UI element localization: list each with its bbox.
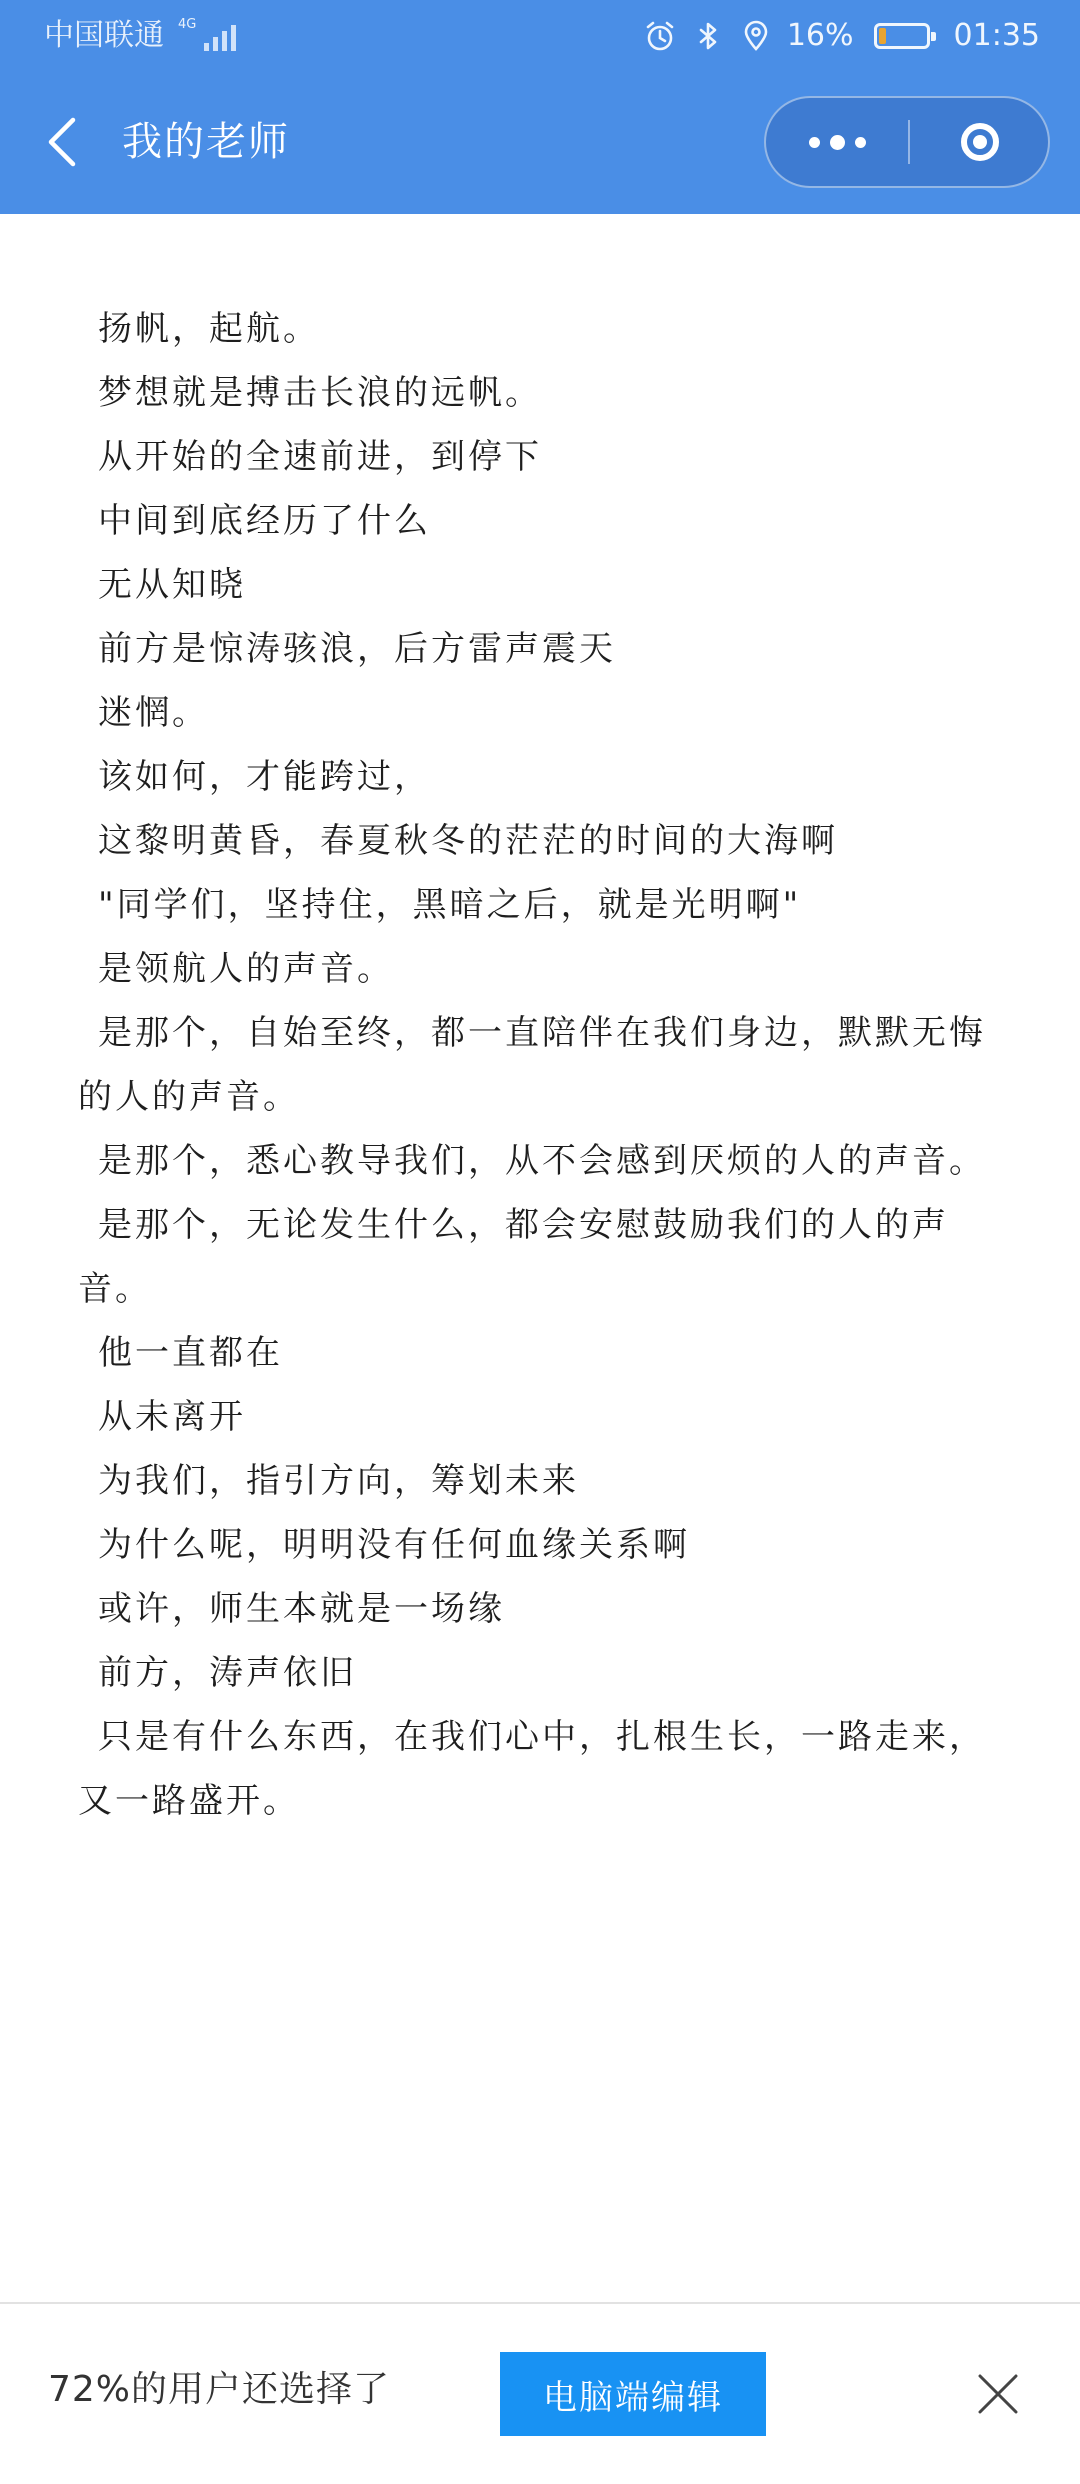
bluetooth-icon — [691, 19, 725, 53]
battery-percent: 16% — [786, 18, 854, 53]
more-dots-icon — [809, 137, 820, 148]
paragraph: 梦想就是搏击长浪的远帆。 — [98, 373, 542, 413]
paragraph: 该如何，才能跨过， — [98, 757, 431, 797]
paragraph: 是那个，悉心教导我们，从不会感到厌烦的人的声音。 — [98, 1141, 986, 1181]
network-type: 4G — [178, 16, 197, 32]
paragraph: 从未离开 — [98, 1397, 246, 1437]
alarm-icon — [643, 19, 677, 53]
app-header — [0, 0, 1080, 214]
paragraph: 无从知晓 — [98, 565, 246, 605]
paragraph: 他一直都在 — [98, 1333, 283, 1373]
more-dot-center — [830, 135, 845, 150]
status-bar — [0, 0, 1080, 72]
paragraph: 迷惘。 — [98, 693, 209, 733]
paragraph: 是那个，无论发生什么，都会安慰鼓励我们的人的声音。 — [78, 1205, 949, 1309]
close-icon — [976, 2372, 1020, 2416]
paragraph: 这黎明黄昏，春夏秋冬的茫茫的时间的大海啊 — [98, 821, 838, 861]
more-button[interactable] — [766, 98, 908, 186]
banner-close-button[interactable] — [966, 2362, 1030, 2426]
status-time: 01:35 — [953, 18, 1040, 53]
paragraph: 只是有什么东西，在我们心中，扎根生长，一路走来，又一路盛开。 — [78, 1717, 986, 1821]
carrier-name: 中国联通 — [44, 18, 164, 53]
status-right-group — [643, 16, 1040, 56]
paragraph: 前方，涛声依旧 — [98, 1653, 357, 1693]
banner-text: 72%的用户还选择了 — [48, 2369, 391, 2410]
paragraph: 是领航人的声音。 — [98, 949, 394, 989]
paragraph: 为我们，指引方向，筹划未来 — [98, 1461, 579, 1501]
signal-icon — [204, 21, 236, 51]
paragraph: 是那个，自始至终，都一直陪伴在我们身边，默默无悔的人的声音。 — [78, 1013, 986, 1117]
paragraph: 从开始的全速前进，到停下 — [98, 437, 542, 477]
paragraph: 扬帆，起航。 — [98, 309, 320, 349]
mini-program-capsule — [764, 96, 1050, 188]
location-icon — [739, 19, 773, 53]
more-dot-right — [855, 137, 866, 148]
paragraph: 前方是惊涛骇浪，后方雷声震天 — [98, 629, 616, 669]
pc-edit-button[interactable]: 电脑端编辑 — [500, 2352, 766, 2436]
battery-icon — [874, 23, 930, 49]
battery-fill — [879, 28, 886, 44]
paragraph: 为什么呢，明明没有任何血缘关系啊 — [98, 1525, 690, 1565]
back-button[interactable] — [32, 110, 92, 174]
chevron-left-icon — [45, 116, 79, 168]
paragraph: "同学们，坚持住，黑暗之后，就是光明啊" — [98, 885, 802, 925]
nav-bar — [0, 72, 1080, 214]
carrier-info — [44, 16, 236, 56]
target-circle-icon — [961, 123, 999, 161]
page-title: 我的老师 — [122, 119, 290, 165]
paragraph: 或许，师生本就是一场缘 — [98, 1589, 505, 1629]
exit-mini-program-button[interactable] — [910, 98, 1050, 186]
paragraph: 中间到底经历了什么 — [98, 501, 431, 541]
article-body — [78, 297, 1010, 1833]
promo-banner — [0, 2304, 1080, 2484]
